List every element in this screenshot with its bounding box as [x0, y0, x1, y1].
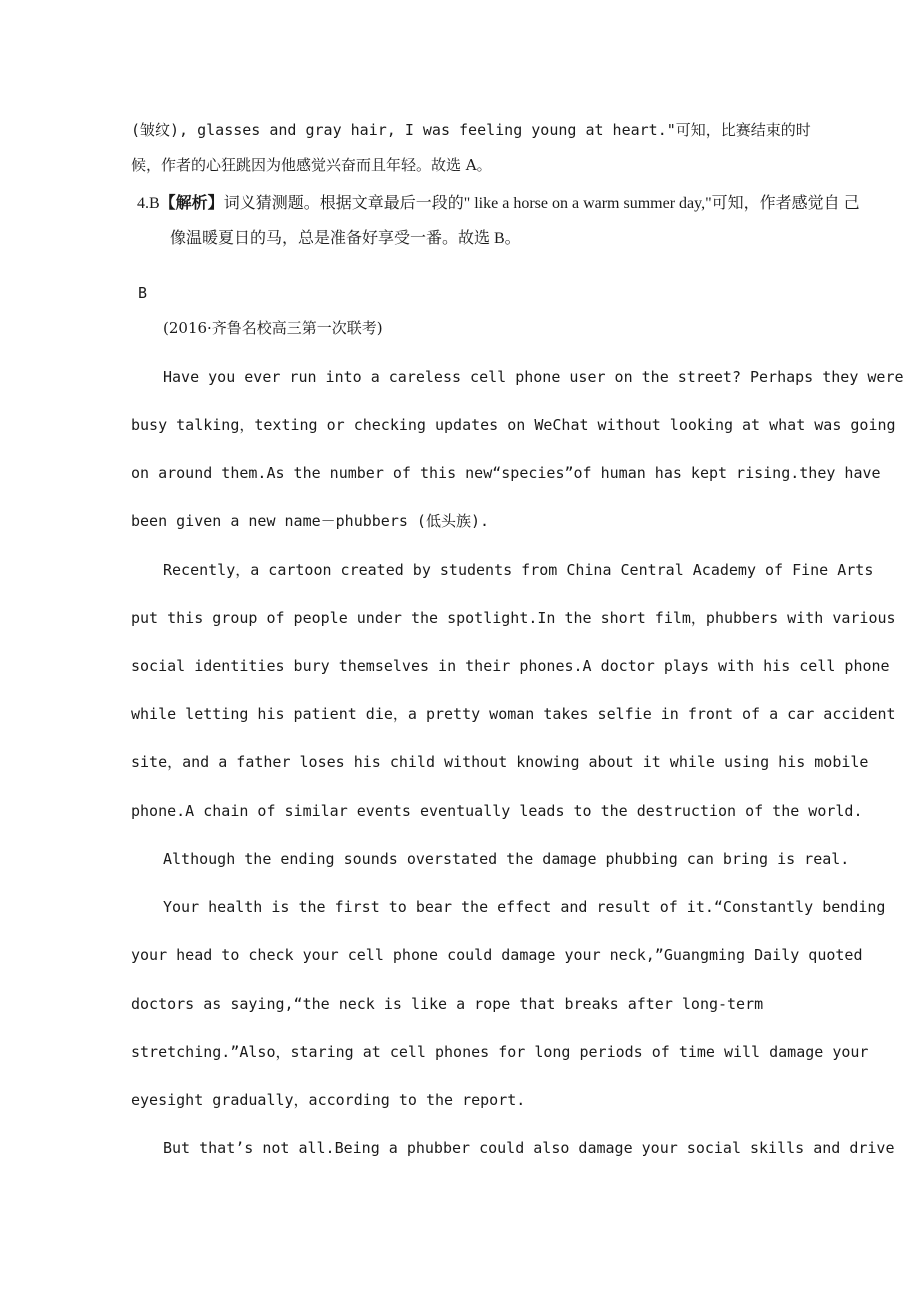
passage-line: site，and a father loses his child without knowing about it while using his mobile — [131, 753, 869, 771]
passage-line: while letting his patient die，a pretty woman takes selfie in front of a car accident — [131, 705, 896, 723]
previous-answer-line-2: 候，作者的心狂跳因为他感觉兴奋而且年轻。故选 A。 — [131, 156, 492, 174]
passage-line: Although the ending sounds overstated the damage phubbing can bring is real. — [163, 850, 850, 868]
answer-4-number: 4.B — [137, 195, 160, 212]
passage-line: Have you ever run into a careless cell phone user on the street? Perhaps they were — [163, 368, 904, 386]
answer-4-explanation — [137, 194, 860, 214]
passage-line: Recently，a cartoon created by students from China Central Academy of Fine Arts — [163, 561, 874, 579]
passage-line: eyesight gradually，according to the report. — [131, 1091, 526, 1109]
passage-line: busy talking，texting or checking updates on WeChat without looking at what was going — [131, 416, 896, 434]
passage-line: your head to check your cell phone could damage your neck,”Guangming Daily quoted — [131, 946, 863, 964]
passage-line: social identities bury themselves in their phones.A doctor plays with his cell phone — [131, 657, 890, 675]
answer-4-text: 词义猜测题。根据文章最后一段的" like a horse on a warm summer day,"可知，作者感觉自 己 — [223, 195, 860, 212]
answer-4-explanation-line-2: 像温暖夏日的马，总是准备好享受一番。故选 B。 — [170, 230, 521, 247]
passage-line: phone.A chain of similar events eventually leads to the destruction of the world. — [131, 802, 863, 820]
passage-line: been given a new name－phubbers (低头族). — [131, 512, 490, 530]
passage-line: doctors as saying,“the neck is like a rope that breaks after long-term — [131, 995, 764, 1013]
passage-source: (2016·齐鲁名校高三第一次联考) — [163, 319, 383, 337]
passage-line: Your health is the first to bear the effect and result of it.“Constantly bending — [163, 898, 886, 916]
previous-answer-line-1: (皱纹), glasses and gray hair, I was feeling young at heart."可知，比赛结束的时 — [131, 121, 811, 139]
passage-line: But that’s not all.Being a phubber could also damage your social skills and drive — [163, 1139, 895, 1157]
answer-4-tag: 【解析】 — [159, 195, 224, 212]
passage-line: put this group of people under the spotlight.In the short film，phubbers with various — [131, 609, 896, 627]
passage-line: stretching.”Also，staring at cell phones for long periods of time will damage your — [131, 1043, 869, 1061]
section-letter: B — [138, 284, 148, 302]
passage-line: on around them.As the number of this new“species”of human has kept rising.they have — [131, 464, 881, 482]
